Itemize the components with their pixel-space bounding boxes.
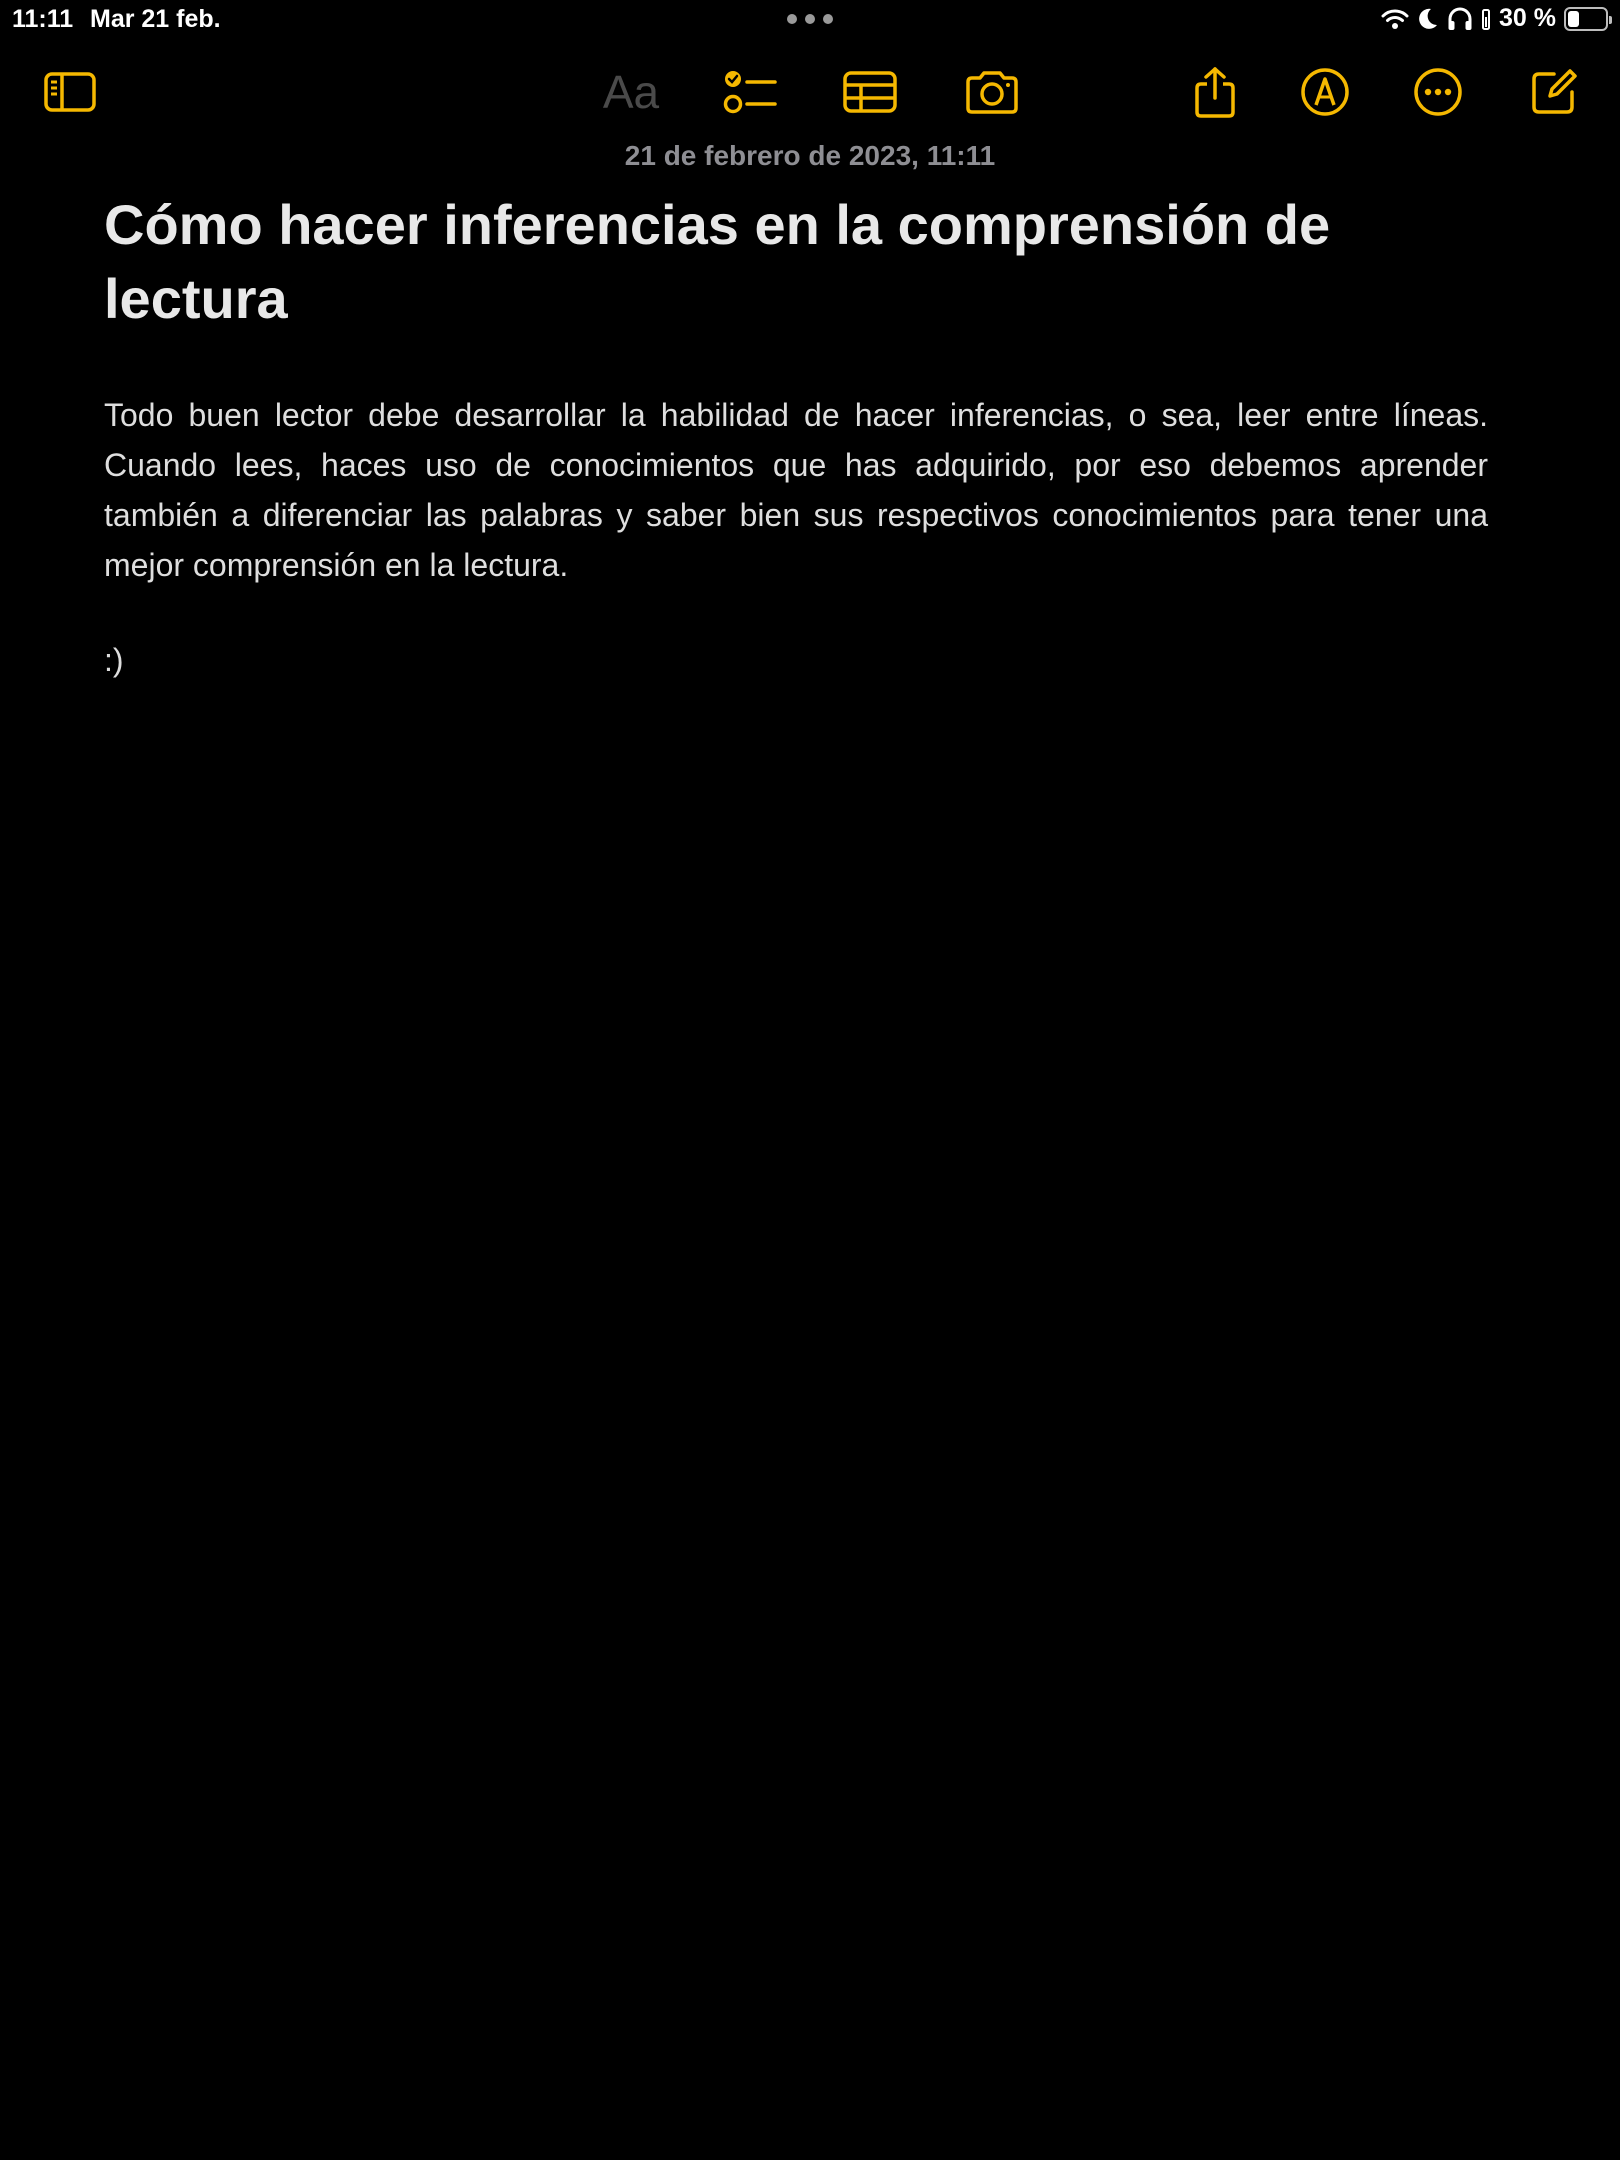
table-icon [843, 71, 897, 113]
battery-icon [1564, 7, 1608, 31]
note-body[interactable] [104, 390, 1488, 590]
format-button[interactable]: Aa [602, 66, 660, 118]
checklist-button[interactable] [720, 62, 780, 122]
status-bar [0, 0, 1620, 40]
checklist-icon [723, 68, 777, 116]
camera-button[interactable] [962, 62, 1022, 122]
headphones-icon [1447, 7, 1473, 31]
compose-button[interactable] [1524, 62, 1584, 122]
charging-icon [1481, 7, 1491, 31]
status-time: 11:11 [12, 5, 74, 33]
note-footer-text[interactable]: :) [104, 642, 124, 678]
table-button[interactable] [840, 62, 900, 122]
camera-icon [964, 70, 1020, 114]
sidebar-button[interactable] [40, 62, 100, 122]
wifi-icon [1381, 8, 1409, 30]
note-date: 21 de febrero de 2023, 11:11 [624, 140, 996, 171]
compose-icon [1530, 68, 1578, 116]
multitasking-menu[interactable] [787, 14, 833, 24]
share-icon [1193, 66, 1237, 118]
status-indicators [1381, 4, 1608, 33]
battery-percent: 30 % [1499, 4, 1556, 32]
dot-icon [823, 14, 833, 24]
battery-level [1568, 11, 1579, 27]
dot-icon [805, 14, 815, 24]
more-button[interactable] [1408, 62, 1468, 122]
note-paragraph[interactable]: Todo buen lector debe desarrollar la habilidad de hacer inferencias, o sea, leer entre líneas. Cuando lees, haces uso de conocimientos que has adquirido, por eso debemos aprender también a diferenciar las palabras y saber bien sus respectivos conocimientos para tener una mejor comprensión en la lectura. [104, 397, 1488, 583]
markup-icon [1300, 67, 1350, 117]
more-icon [1413, 67, 1463, 117]
sidebar-icon [44, 72, 96, 112]
share-button[interactable] [1185, 62, 1245, 122]
status-date: Mar 21 feb. [90, 5, 221, 33]
moon-icon [1417, 7, 1439, 31]
dot-icon [787, 14, 797, 24]
markup-button[interactable] [1295, 62, 1355, 122]
note-title[interactable]: Cómo hacer inferencias en la comprensión de lectura [104, 193, 1331, 330]
